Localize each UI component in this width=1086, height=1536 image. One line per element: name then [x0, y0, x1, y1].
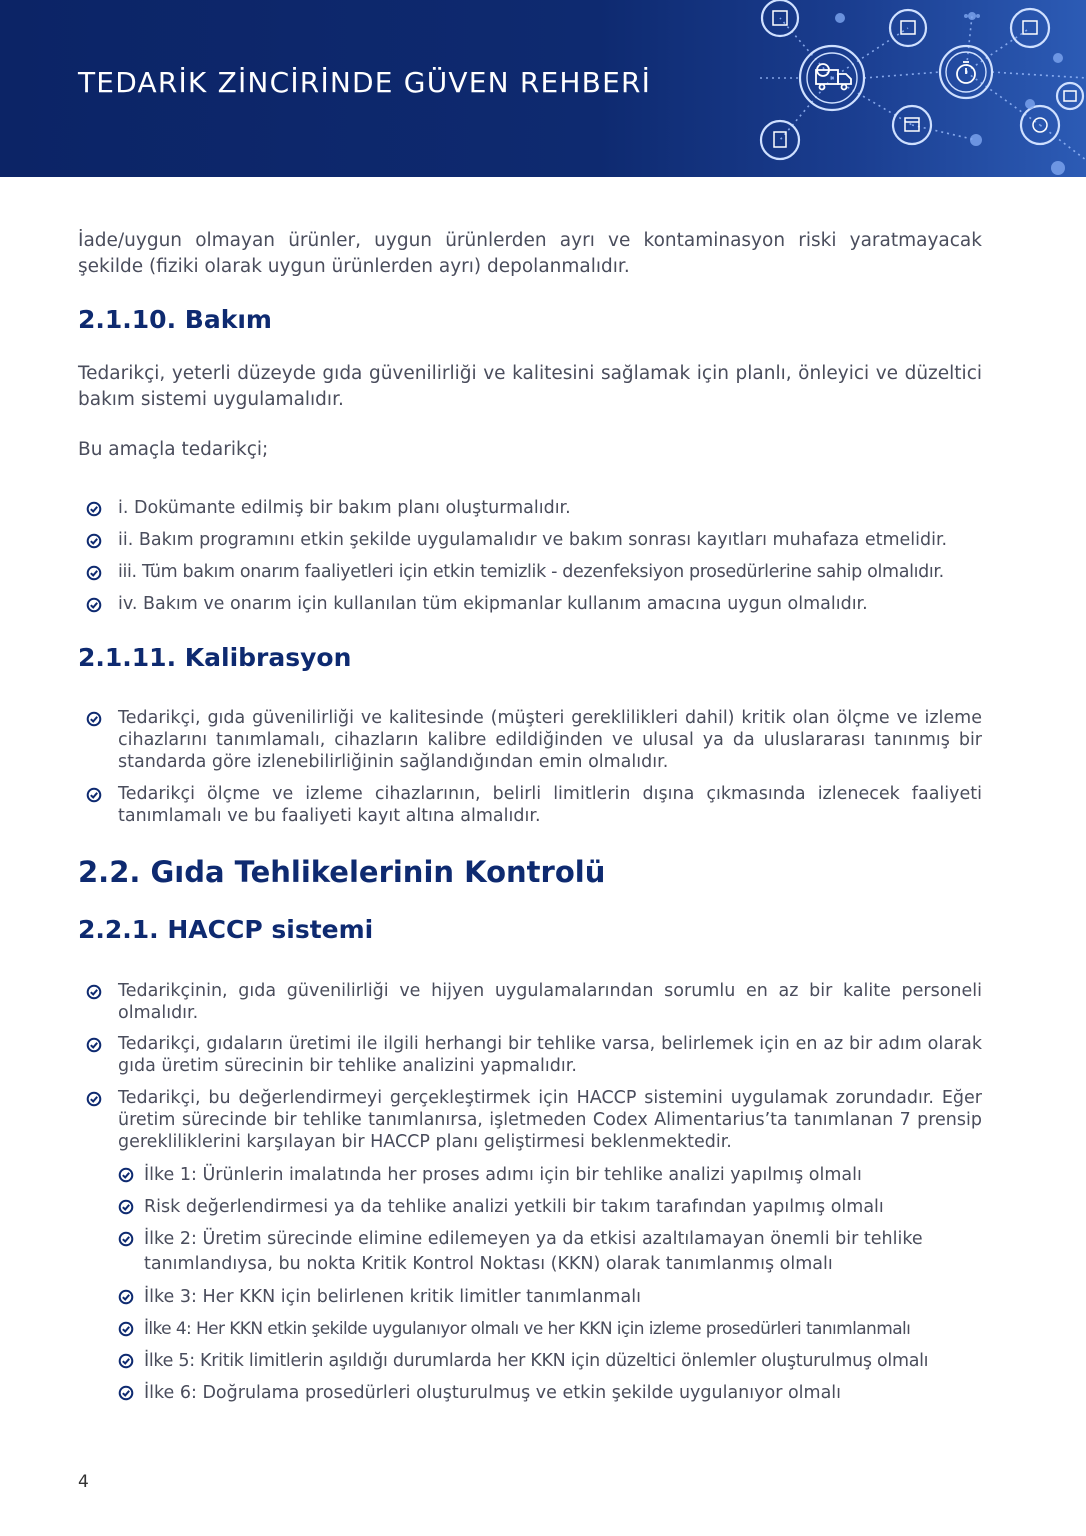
check-circle-icon	[86, 984, 102, 1000]
list-item-text: i. Dokümante edilmiş bir bakım planı oluşturmalıdır.	[118, 498, 571, 518]
list-item	[78, 1381, 982, 1407]
page-header	[0, 0, 1086, 177]
list-item-text: Risk değerlendirmesi ya da tehlike analizi yetkili bir takım tarafından yapılmış olmalı	[144, 1197, 884, 1217]
check-circle-icon	[118, 1289, 134, 1305]
heading-kalibrasyon: 2.1.11. Kalibrasyon	[78, 643, 352, 672]
check-circle-icon	[118, 1385, 134, 1401]
globe-icon	[1051, 161, 1065, 175]
intro-paragraph: İade/uygun olmayan ürünler, uygun ürünlerden ayrı ve kontaminasyon riski yaratmayacak şekilde (fiziki olarak uygun ürünlerden ayrı) depolanmalıdır.	[78, 230, 982, 277]
list-item	[78, 1349, 982, 1375]
bakim-lead: Bu amaçla tedarikçi;	[78, 439, 269, 460]
check-circle-icon	[86, 711, 102, 727]
list-item-text: İlke 2: Üretim sürecinde elimine edilemeyen ya da etkisi azaltılamayan önemli bir tehlike tanımlandıysa, bu nokta Kritik Kontrol Noktası (KKN) olarak tanımlanmış olmalı	[144, 1229, 923, 1274]
check-circle-icon	[118, 1199, 134, 1215]
bakim-paragraph: Tedarikçi, yeterli düzeyde gıda güvenilirliği ve kalitesini sağlamak için planlı, önleyici ve düzeltici bakım sistemi uygulamalıdır.	[78, 363, 982, 410]
list-item	[78, 783, 982, 831]
document-title: TEDARİK ZİNCİRİNDE GÜVEN REHBERİ	[78, 66, 652, 99]
list-item	[78, 529, 982, 553]
shield-icon	[1053, 53, 1063, 63]
heading-bakim: 2.1.10. Bakım	[78, 305, 272, 334]
check-circle-icon	[86, 1037, 102, 1053]
list-item-text: ii. Bakım programını etkin şekilde uygulamalıdır ve bakım sonrası kayıtları muhafaza etmelidir.	[118, 530, 948, 550]
list-item	[78, 497, 982, 521]
list-item-text: İlke 6: Doğrulama prosedürleri oluşturulmuş ve etkin şekilde uygulanıyor olmalı	[144, 1383, 842, 1403]
list-item	[78, 1163, 982, 1189]
check-circle-icon	[118, 1231, 134, 1247]
heading-haccp: 2.2.1. HACCP sistemi	[78, 915, 374, 944]
list-item	[78, 561, 982, 585]
check-circle-icon	[118, 1167, 134, 1183]
list-item	[78, 1033, 982, 1081]
check-circle-icon	[118, 1353, 134, 1369]
list-item-text: iii. Tüm bakım onarım faaliyetleri için etkin temizlik - dezenfeksiyon prosedürlerine sahip olmalıdır.	[118, 562, 944, 582]
check-circle-icon	[86, 501, 102, 517]
check-circle-icon	[118, 1321, 134, 1337]
supply-chain-network-icon	[740, 0, 1086, 177]
list-item-text: İlke 1: Ürünlerin imalatında her proses adımı için bir tehlike analizi yapılmış olmalı	[144, 1165, 862, 1185]
list-item-text: İlke 4: Her KKN etkin şekilde uygulanıyor olmalı ve her KKN için izleme prosedürleri tanımlanmalı	[144, 1319, 911, 1339]
list-item	[78, 980, 982, 1028]
search-icon	[1025, 99, 1035, 109]
list-item-text: Tedarikçi, gıda güvenilirliği ve kalitesinde (müşteri gereklilikleri dahil) kritik olan ölçme ve izleme cihazlarını tanımlamalı, cihazların kalibre edildiğinden ve ulusal ya da uluslararası tanınmış bir standarda göre izlenebilirliğinin sağlandığından emin olmalıdır.	[118, 708, 982, 772]
list-item-text: iv. Bakım ve onarım için kullanılan tüm ekipmanlar kullanım amacına uygun olmalıdır.	[118, 594, 868, 614]
stopwatch-icon	[957, 62, 975, 83]
list-item	[78, 1227, 982, 1279]
list-item	[78, 1195, 982, 1221]
list-item-text: İlke 5: Kritik limitlerin aşıldığı durumlarda her KKN için düzeltici önlemler oluşturulmuş olmalı	[144, 1351, 929, 1371]
calendar-icon	[905, 118, 919, 131]
list-item	[78, 707, 982, 777]
list-item-text: Tedarikçi, bu değerlendirmeyi gerçekleştirmek için HACCP sistemini uygulamak zorundadır. Eğer üretim sürecinde bir tehlike tanımlanırsa, işletmeden Codex Alimentarius’ta tanımlanan 7 prensip gerekliliklerini karşılayan bir HACCP planı geliştirmesi beklenmektedir.	[118, 1088, 982, 1152]
list-item	[78, 1087, 982, 1157]
check-circle-icon	[86, 1091, 102, 1107]
list-item	[78, 1317, 982, 1343]
list-item-text: Tedarikçinin, gıda güvenilirliği ve hijyen uygulamalarından sorumlu en az bir kalite personeli olmalıdır.	[118, 981, 982, 1023]
list-item	[78, 593, 982, 617]
check-circle-icon	[86, 597, 102, 613]
page-number: 4	[78, 1472, 89, 1492]
heading-gida-tehlikeleri: 2.2. Gıda Tehlikelerinin Kontrolü	[78, 855, 606, 889]
list-item-text: Tedarikçi ölçme ve izleme cihazlarının, belirli limitlerin dışına çıkmasında izlenecek faaliyeti tanımlamalı ve bu faaliyeti kayıt altına almalıdır.	[118, 784, 982, 826]
check-circle-icon	[86, 565, 102, 581]
list-item-text: İlke 3: Her KKN için belirlenen kritik limitler tanımlanmalı	[144, 1287, 641, 1307]
list-item-text: Tedarikçi, gıdaların üretimi ile ilgili herhangi bir tehlike varsa, belirlemek için en az bir adım olarak gıda üretim sürecinin bir tehlike analizini yapmalıdır.	[118, 1034, 982, 1076]
check-circle-icon	[86, 787, 102, 803]
check-circle-icon	[86, 533, 102, 549]
list-item	[78, 1285, 982, 1311]
